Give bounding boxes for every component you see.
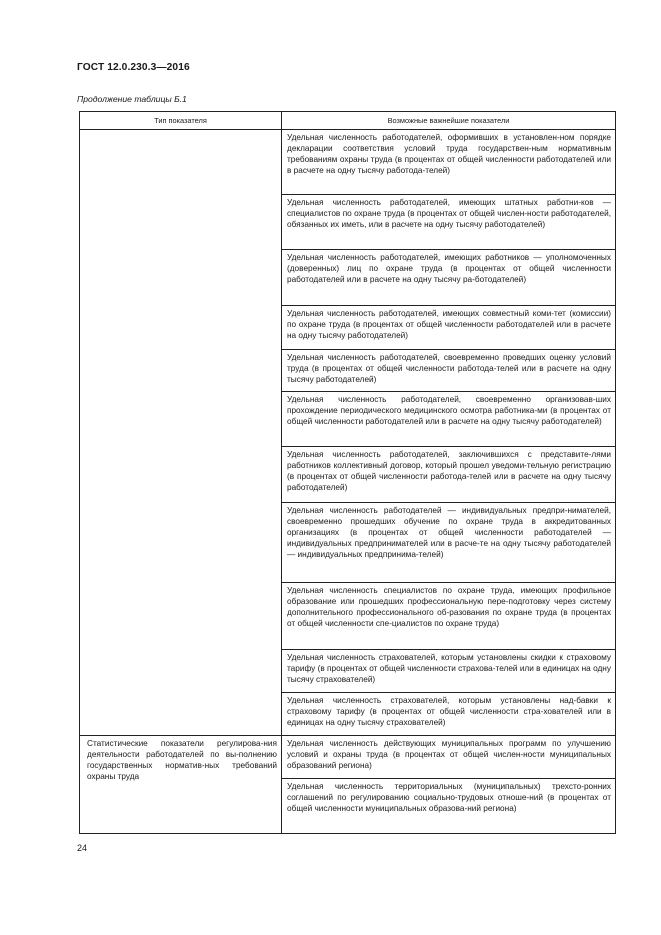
indicator-cell: Удельная численность территориальных (муниципальных) трехсто-ронних соглашений по регулированию социально-трудовых отноше-ний (в процентах от общей численности муниципальных образова-ний региона): [282, 779, 616, 834]
indicator-cell: Удельная численность работодателей, имеющих штатных работни-ков — специалистов по охране труда (в процентах от общей числен-ности работодателей, обязанных их иметь, или в расчете на одну тысячу работодателей): [282, 195, 616, 250]
indicator-cell: Удельная численность действующих муниципальных программ по улучшению условий и охраны труда (в процентах от общей числен-ности муниципальных образований региона): [282, 736, 616, 779]
column-header-indicators: Возможные важнейшие показатели: [282, 112, 616, 130]
indicator-cell: Удельная численность страхователей, которым установлены скидки к страховому тарифу (в процентах от общей численности страхова-телей или в единицах на одну тысячу страхователей): [282, 650, 616, 693]
table-row: [80, 736, 616, 779]
indicator-type-cell: Статистические показатели регулирова-ния деятельности работодателей по вы-полнению государственных норматив-ных требований охраны труда: [80, 736, 282, 834]
indicators-table: [79, 111, 616, 834]
table-header-row: [80, 112, 616, 130]
indicator-cell: Удельная численность специалистов по охране труда, имеющих профильное образование или прошедших профессиональную пере-подготовку через систему дополнительного профессионального об-разования по охране труда (в процентах от общей численности спе-циалистов по охране труда): [282, 583, 616, 650]
indicator-cell: Удельная численность страхователей, которым установлены над-бавки к страховому тарифу (в процентах от общей численности стра-хователей или в единицах на одну тысячу страхователей): [282, 693, 616, 736]
indicator-cell: Удельная численность работодателей, своевременно организовав-ших прохождение периодического медицинского осмотра работника-ми (в процентах от общей численности работодателей или в расчете на одну тысячу работодателей): [282, 392, 616, 447]
indicator-cell: Удельная численность работодателей, имеющих работников — уполномоченных (доверенных) лиц по охране труда (в процентах от общей численности работодателей или в расчете на одну тысячу ра-ботодателей): [282, 250, 616, 306]
page-number: 24: [77, 843, 88, 853]
table-caption: Продолжение таблицы Б.1: [77, 94, 187, 104]
table-row: [80, 130, 616, 195]
indicator-cell: Удельная численность работодателей, своевременно проведших оценку условий труда (в процентах от общей численности работода-телей или в расчете на одну тысячу работодателей): [282, 350, 616, 392]
indicator-cell: Удельная численность работодателей — индивидуальных предпри-нимателей, своевременно прошедших обучение по охране труда в аккредитованных организациях (в процентах от общей численности работодателей — индивидуальных предпринимателей или в расче-те на одну тысячу работодателей — индивидуальных предпринима-телей): [282, 503, 616, 583]
indicator-cell: Удельная численность работодателей, имеющих совместный коми-тет (комиссии) по охране труда (в процентах от общей численности работодателей или в расчете на одну тысячу работодателей): [282, 306, 616, 350]
indicator-type-cell: [80, 130, 282, 736]
indicator-cell: Удельная численность работодателей, заключившихся с представите-лями работников коллективный договор, который прошел уведоми-тельную регистрацию (в процентах от общей численности работода-телей или в расчете на одну тысячу работодателей): [282, 447, 616, 503]
indicator-cell: Удельная численность работодателей, оформивших в установлен-ном порядке декларации соответствия условий труда государствен-ным нормативным требованиям охраны труда (в процентах от общей численности работодателей или в расчете на одну тысячу работода-телей): [282, 130, 616, 195]
column-header-type: Тип показателя: [80, 112, 282, 130]
document-header: ГОСТ 12.0.230.3—2016: [77, 62, 190, 73]
